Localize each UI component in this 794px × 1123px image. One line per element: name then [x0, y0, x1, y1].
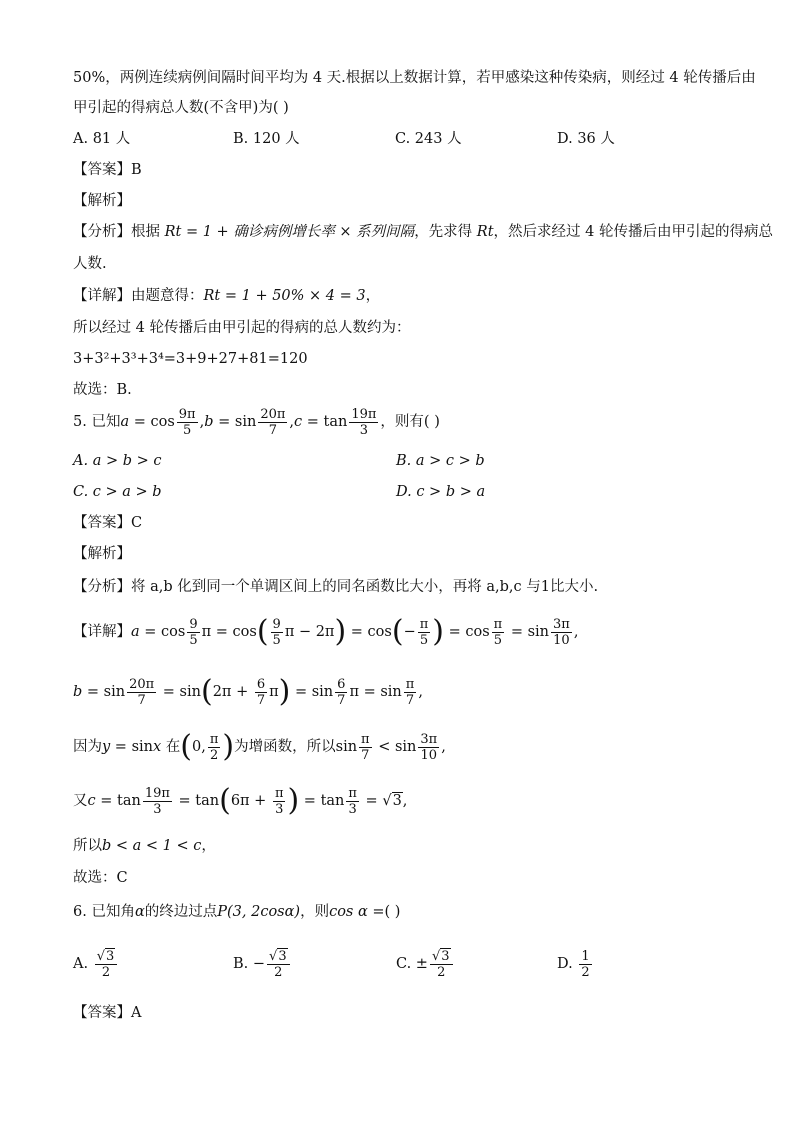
q4-detail-line-2: 所以经过 4 轮传播后由甲引起的得病的总人数约为： — [73, 320, 411, 336]
question-5-stem: 5. 已知a = cos $\frac{9\pi}{5}$ ,b = sin $\frac{20\pi}{7}$ ,c = tan $\frac{19\pi}{3}$ ，则有( ) — [73, 406, 440, 438]
q6-option-c: C. ± $\frac{√3}{2}$ — [396, 946, 455, 982]
q4-option-a: A. 81 人 — [73, 131, 131, 147]
q5-choose: 故选：C — [73, 870, 128, 886]
text: ，则 — [300, 904, 330, 920]
q4-answer: 【答案】B — [73, 162, 142, 178]
q4-option-b: B. 120 人 — [233, 131, 300, 147]
q5-number: 5. — [73, 414, 87, 430]
text: ，先求得 — [414, 224, 477, 240]
q5-detail-b: b = sin $\frac{20\pi}{7}$ = sin(2π + $\frac{6}{7}$ π) = sin $\frac{6}{7}$ π = sin $\frac{\pi}{7}$ , — [73, 674, 423, 709]
q6-number: 6. — [73, 904, 87, 920]
q5-conclusion: 所以b < a < 1 < c， — [73, 838, 216, 854]
text: 将 a,b 化到同一个单调区间上的同名函数比大小，再将 a,b,c 与1比大小. — [131, 579, 599, 595]
q5-detail-a: 【详解】a = cos $\frac{9}{5}$ π = cos( $\frac{9}{5}$ π − 2π) = cos(− $\frac{\pi}{5}$ ) = cos $\frac{\pi}{5}$ = sin $\frac{3\pi}{10}$ , — [73, 614, 579, 649]
text: ，然后求经过 4 轮传播后由甲引起的得病总 — [493, 224, 773, 240]
q4-option-d: D. 36 人 — [557, 131, 615, 147]
text: 所以 — [73, 838, 102, 854]
text: 又 — [73, 793, 88, 809]
q6-option-b: B. − $\frac{√3}{2}$ — [233, 946, 292, 982]
xiangjie-tag: 【详解】 — [73, 624, 131, 640]
text: 因为 — [73, 739, 102, 755]
text: 根据 — [131, 224, 165, 240]
question-4-stem-line-1: 50%，两例连续病例间隔时间平均为 4 天.根据以上数据计算，若甲感染这种传染病，则经过 4 轮传播后由 — [73, 70, 756, 86]
q6-option-d: D. $\frac{1}{2}$ — [557, 948, 590, 980]
q5-answer: 【答案】C — [73, 515, 143, 531]
inequality: b < a < 1 < c — [102, 838, 202, 854]
q6-option-a: A. $\frac{√3}{2}$ — [73, 946, 119, 982]
text: ( ) — [384, 904, 401, 920]
rt-symbol: Rt — [476, 224, 494, 240]
text: 的终边过点 — [144, 904, 218, 920]
q6-answer: 【答案】A — [73, 1005, 142, 1021]
q5-detail-c: 又c = tan $\frac{19\pi}{3}$ = tan(6π + $\frac{\pi}{3}$ ) = tan $\frac{\pi}{3}$ = √3, — [73, 783, 408, 818]
text: ，则有( ) — [380, 414, 440, 430]
q5-detail-increasing: 因为y = sinx 在(0, $\frac{\pi}{2}$ )为增函数，所以sin $\frac{\pi}{7}$ < sin $\frac{3\pi}{10}$ , — [73, 729, 446, 764]
q5-option-a: A. a > b > c — [73, 453, 162, 469]
text: 已知 — [91, 414, 121, 430]
question-6-stem — [73, 902, 734, 922]
q4-sum-formula: 3+3²+3³+3⁴=3+9+27+81=120 — [73, 351, 308, 367]
q4-analysis-line-1 — [73, 222, 773, 242]
alpha: α — [134, 904, 145, 920]
q4-analysis-heading: 【解析】 — [73, 193, 131, 209]
fenxi-tag: 【分析】 — [73, 579, 131, 595]
q4-option-c: C. 243 人 — [395, 131, 462, 147]
q5-option-d: D. c > b > a — [396, 484, 486, 500]
q4-detail-line-1 — [73, 286, 734, 306]
q5-analysis-heading: 【解析】 — [73, 546, 131, 562]
formula: Rt = 1 + 50% × 4 = 3 — [203, 288, 366, 304]
q5-analysis-line — [73, 577, 734, 597]
q5-option-c: C. c > a > b — [73, 484, 162, 500]
text: ， — [365, 288, 381, 304]
text: 由题意得： — [131, 288, 204, 304]
question-4-stem-line-2: 甲引起的得病总人数(不含甲)为( ) — [73, 100, 289, 116]
formula: Rt = 1 + 确诊病例增长率 × 系列间隔 — [164, 224, 415, 240]
point: P(3, 2cosα) — [217, 904, 301, 920]
xiangjie-tag: 【详解】 — [73, 288, 131, 304]
text: 已知角 — [91, 904, 135, 920]
q4-choose: 故选：B. — [73, 382, 132, 398]
text: 为增函数，所以 — [234, 739, 336, 755]
cos-alpha: cos α = — [329, 904, 385, 920]
q5-option-b: B. a > c > b — [396, 453, 485, 469]
q4-analysis-line-2: 人数. — [73, 256, 107, 272]
fenxi-tag: 【分析】 — [73, 224, 131, 240]
